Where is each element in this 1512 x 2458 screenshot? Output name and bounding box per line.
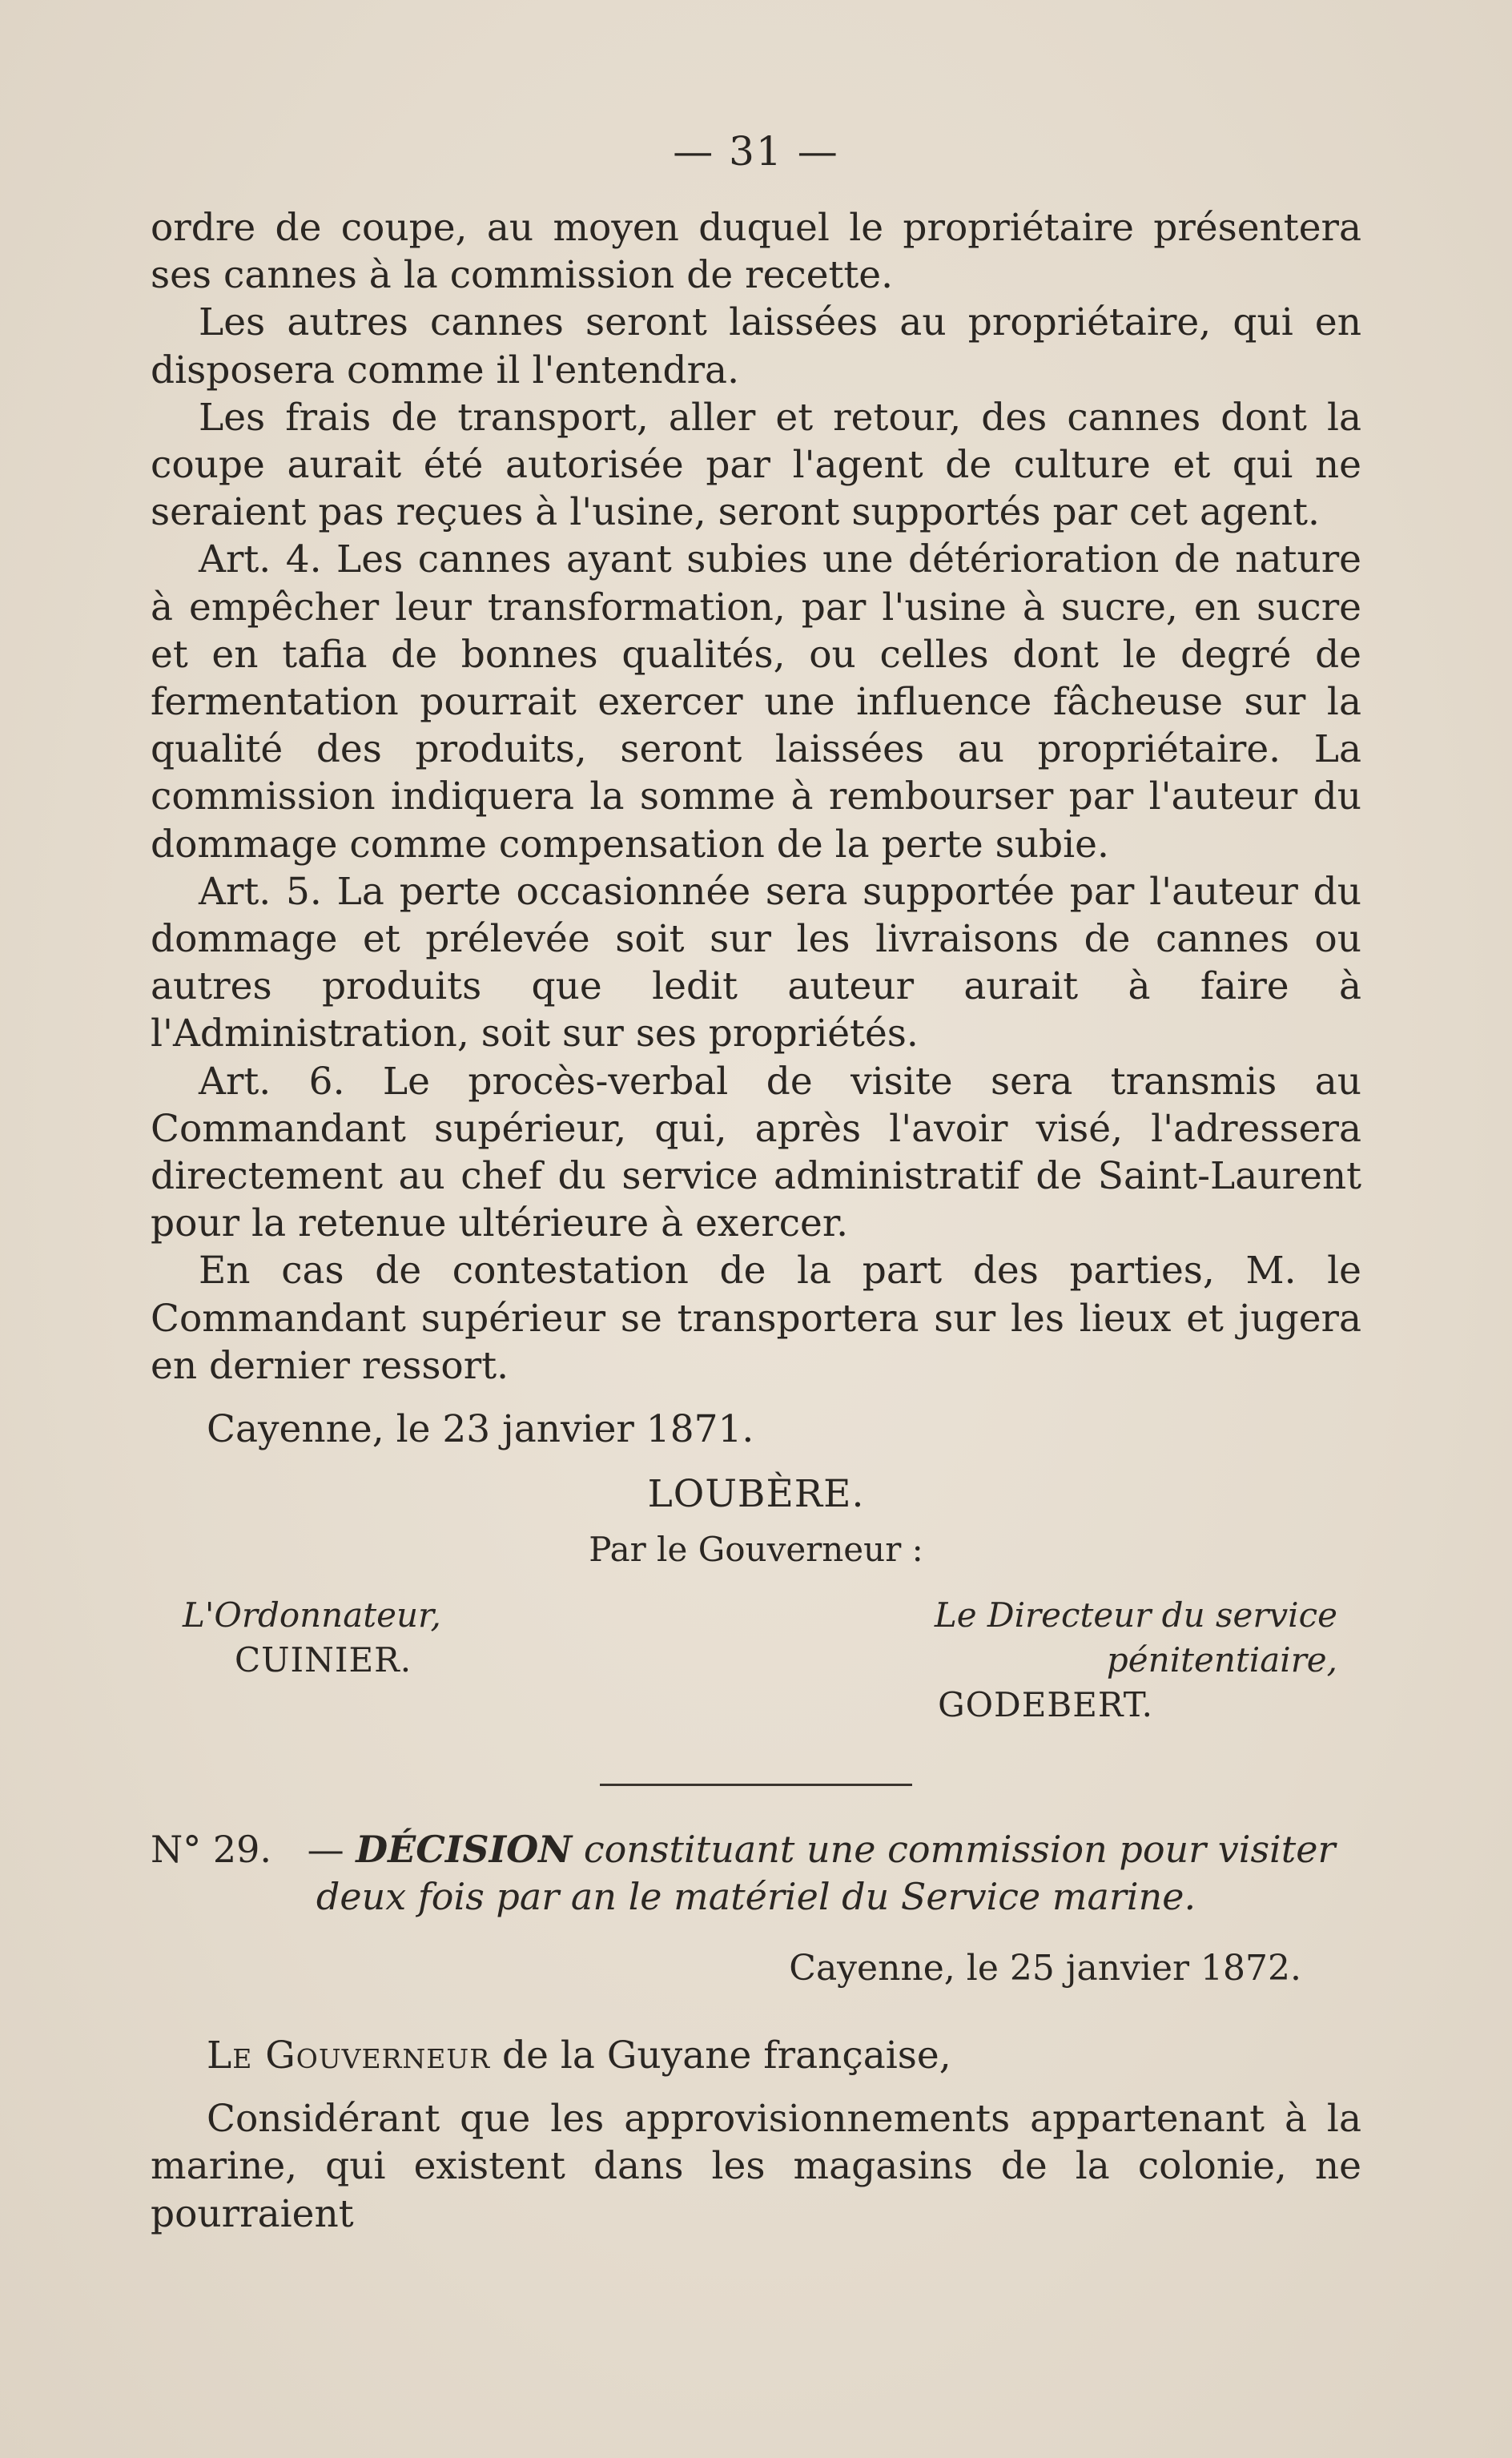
right-title: Le Directeur du service pénitentiaire,: [934, 1595, 1337, 1680]
body-text: [151, 204, 1361, 2238]
cosignatures: [151, 1593, 1361, 1728]
paragraph-continuation: ordre de coupe, au moyen duquel le propriétaire présentera ses cannes à la commission de recette.: [151, 206, 1361, 298]
decision-date: Cayenne, le 25 janvier 1872.: [789, 1947, 1301, 1989]
signature-name: LOUBÈRE.: [647, 1472, 865, 1517]
paragraph: Les autres cannes seront laissées au propriétaire, qui en disposera comme il l'entendra.: [151, 300, 1361, 392]
governor-line: [151, 2032, 1361, 2079]
decision-dash: —: [307, 1827, 344, 1871]
page-number: — 31 —: [673, 128, 839, 175]
section-divider: [600, 1784, 912, 1786]
governor-title: Le Gouverneur: [207, 2033, 491, 2078]
paragraph: Les frais de transport, aller et retour, des cannes dont la coupe aurait été autorisée par l'agent de culture et qui ne seraient pas reçues à l'usine, seront supportés par cet agent.: [151, 395, 1361, 535]
governor-rest: de la Guyane française,: [502, 2033, 951, 2078]
date-line: Cayenne, le 23 janvier 1871.: [207, 1407, 754, 1452]
article-5: Art. 5. La perte occasionnée sera supportée par l'auteur du dommage et prélevée soit sur les livraisons de cannes ou autres produits que ledit auteur aurait à faire à l'Administration, soit sur ses propriétés.: [151, 869, 1361, 1056]
decision-title-line2: deux fois par an le matériel du Service marine.: [316, 1874, 1196, 1918]
signature-par: Par le Gouverneur :: [589, 1530, 923, 1570]
article-4: Art. 4. Les cannes ayant subies une détérioration de nature à empêcher leur transformation, par l'usine à sucre, en sucre et en tafia de bonnes qualités, ou celles dont le degré de fermentation pourrait exercer une influence fâcheuse sur la qualité des produits, seront laissées au propriétaire. La commission indiquera la somme à rembourser par l'auteur du dommage comme compensation de la perte subie.: [151, 537, 1361, 867]
decision-keyword: DÉCISION: [356, 1827, 573, 1871]
right-name: GODEBERT.: [938, 1684, 1153, 1724]
decision-number: N° 29.: [151, 1827, 272, 1871]
decision-title: constituant une commission pour visiter: [583, 1827, 1336, 1871]
left-title: L'Ordonnateur,: [183, 1595, 441, 1635]
cosignature-right: [756, 1593, 1361, 1728]
considerant-paragraph: Considérant que les approvisionnements appartenant à la marine, qui existent dans les magasins de la colonie, ne pourraient: [151, 2097, 1361, 2236]
decision-heading: [151, 1826, 1361, 1921]
cosignature-left: [151, 1593, 756, 1728]
left-name: CUINIER.: [235, 1639, 412, 1680]
paragraph: En cas de contestation de la part des parties, M. le Commandant supérieur se transportera sur les lieux et jugera en dernier ressort.: [151, 1249, 1361, 1388]
article-6: Art. 6. Le procès-verbal de visite sera transmis au Commandant supérieur, qui, après l'avoir visé, l'adressera directement au chef du service administratif de Saint-Laurent pour la retenue ultérieure à exercer.: [151, 1059, 1361, 1246]
